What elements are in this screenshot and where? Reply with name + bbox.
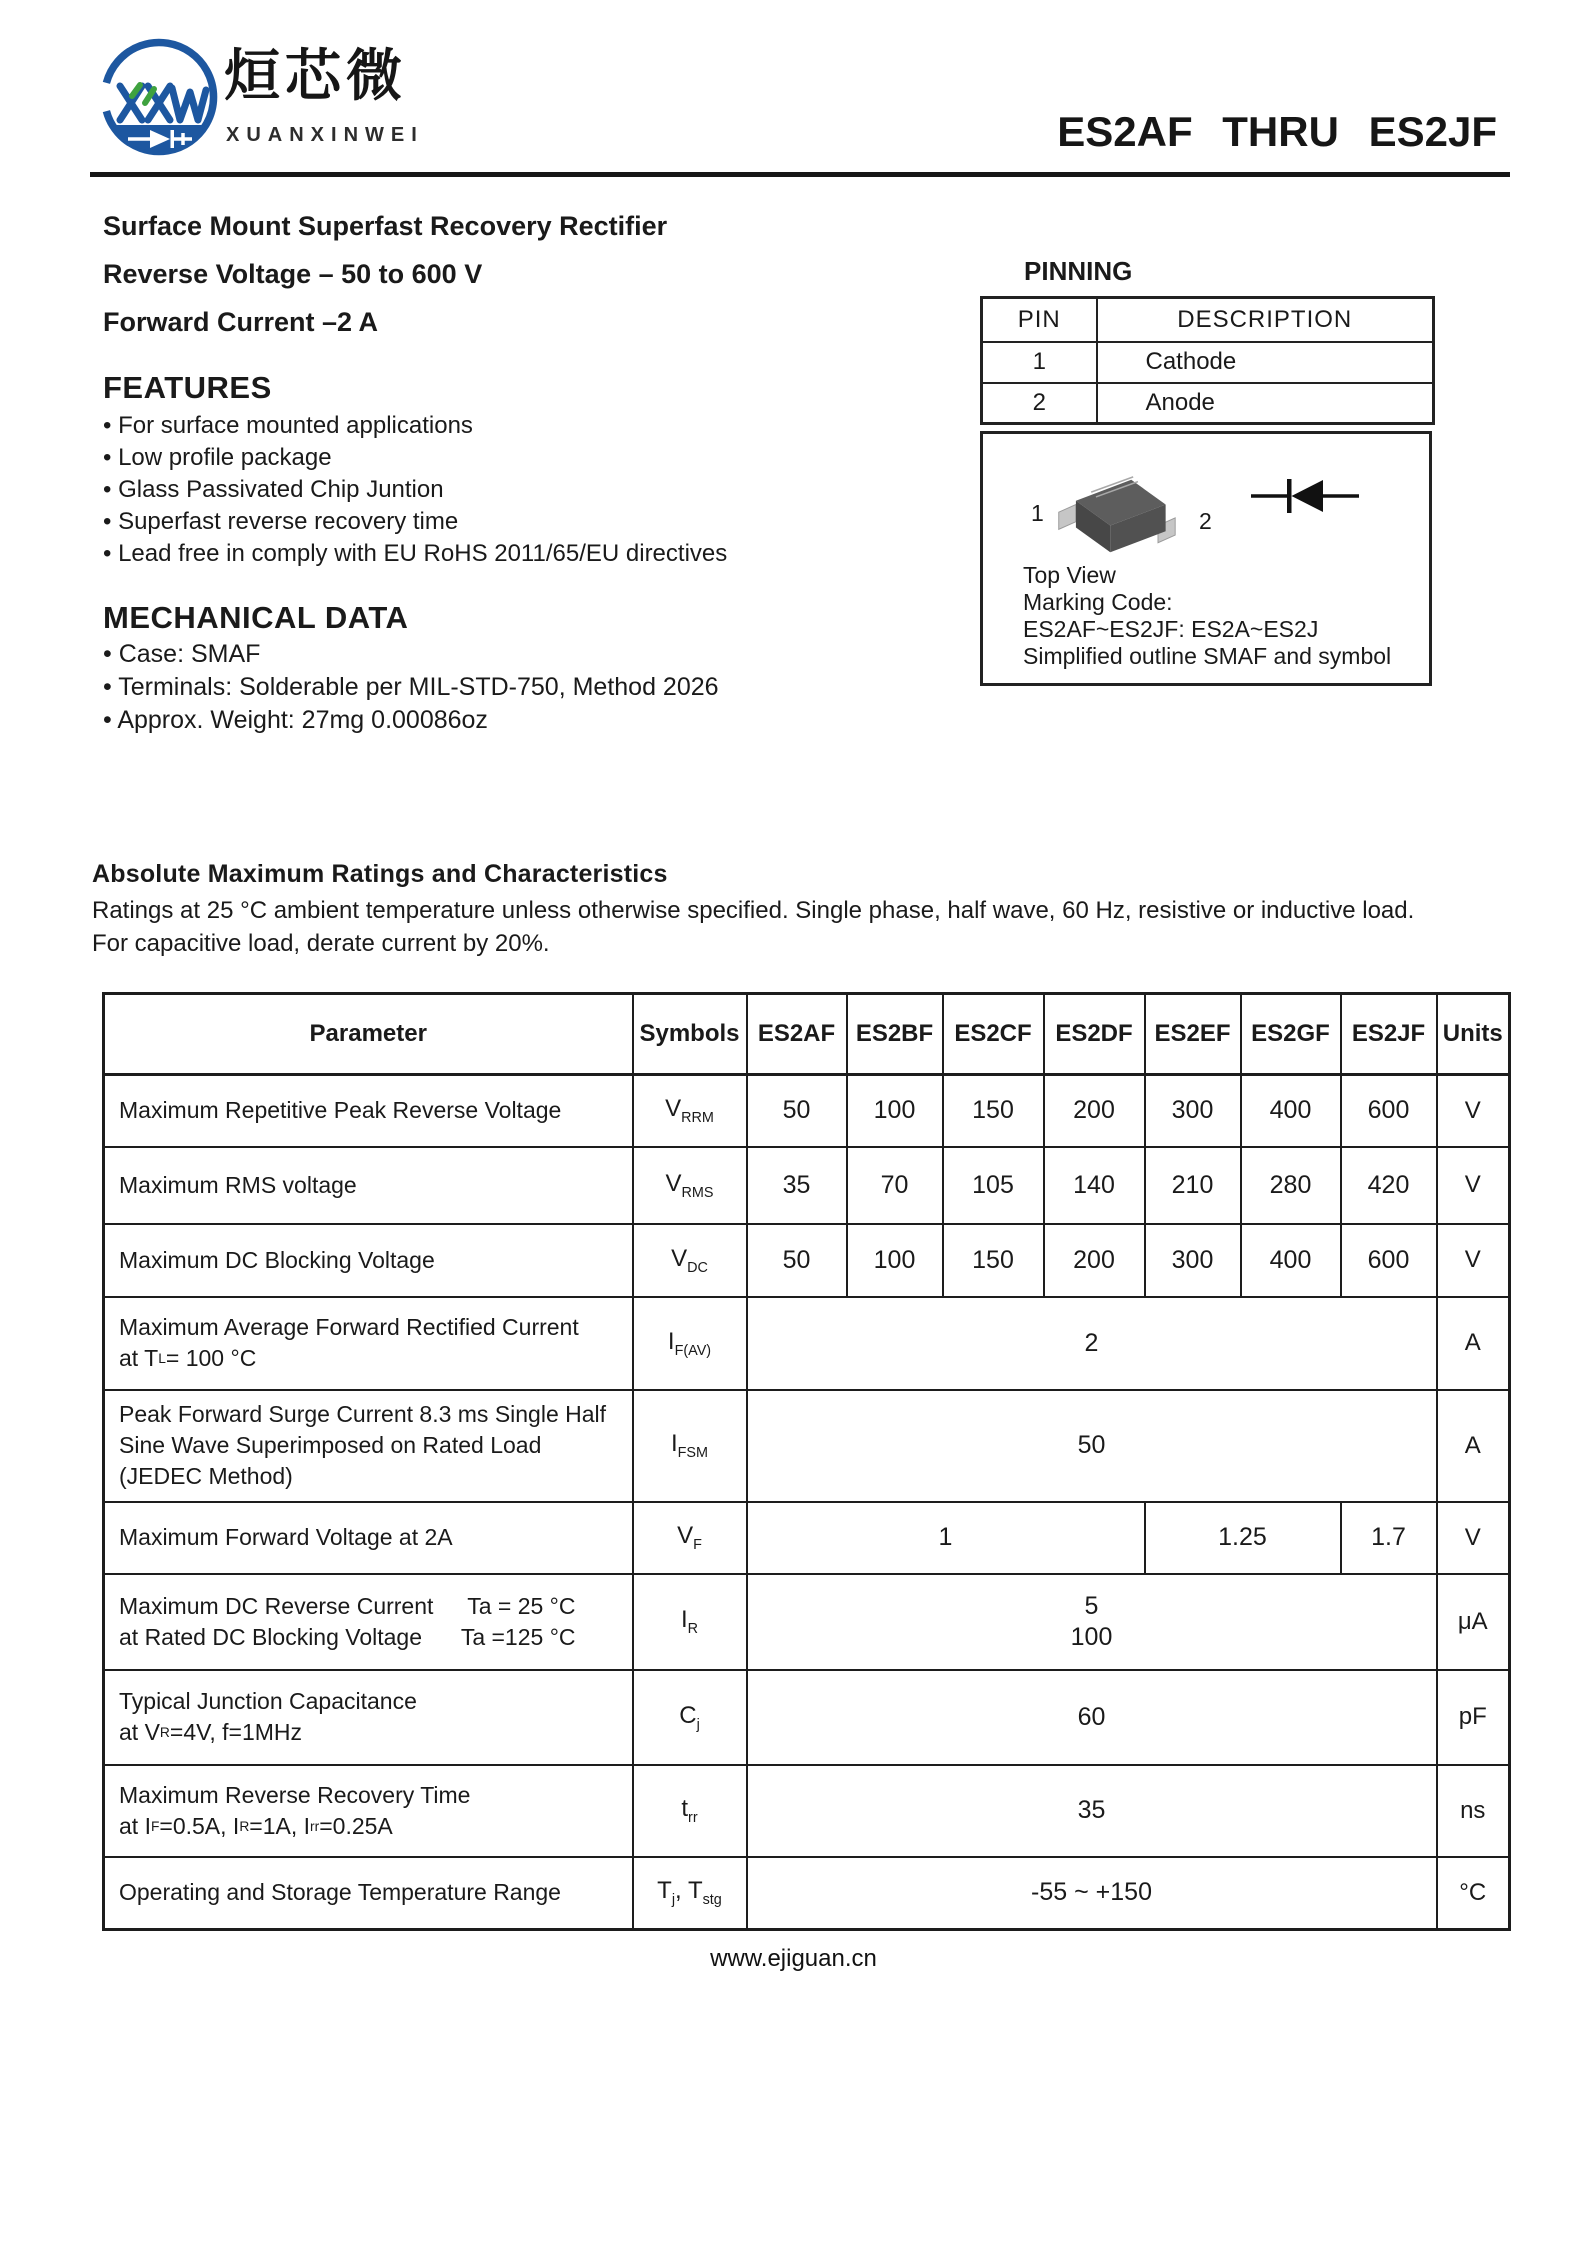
package-caption-line: Marking Code: [1023,589,1173,615]
parameter-cell: Maximum Forward Voltage at 2A [104,1502,633,1574]
ratings-col-header: Parameter [104,994,633,1075]
parameter-cell: Maximum DC Blocking Voltage [104,1224,633,1297]
value-cell: 1.7 [1341,1502,1437,1574]
ratings-row [104,1075,1510,1147]
unit-cell: μA [1437,1574,1510,1670]
parameter-cell: Maximum RMS voltage [104,1147,633,1224]
parameter-cell: Maximum Reverse Recovery Time at I F =0.5A, I R =1A, I rr =0.25A [104,1765,633,1857]
value-cell: 100 [847,1075,943,1147]
value-cell: 5 100 [747,1574,1437,1670]
value-cell: 50 [747,1075,847,1147]
unit-cell: V [1437,1147,1510,1224]
pinning-heading: PINNING [1024,256,1133,286]
symbol-cell: $C_j$ [633,1670,747,1765]
value-cell: 150 [943,1224,1044,1297]
value-cell: 300 [1145,1075,1241,1147]
summary-line: Surface Mount Superfast Recovery Rectifier [103,211,668,241]
unit-cell: V [1437,1502,1510,1574]
symbol-cell: $I_R$ [633,1574,747,1670]
pin-col-header: DESCRIPTION [1097,298,1434,342]
symbol-cell: $t_{rr}$ [633,1765,747,1857]
value-cell: 300 [1145,1224,1241,1297]
value-cell: 400 [1241,1075,1341,1147]
value-cell: 2 [747,1297,1437,1390]
value-cell: 100 [847,1224,943,1297]
ratings-row [104,1224,1510,1297]
product-summary [103,202,667,346]
value-cell: 60 [747,1670,1437,1765]
package-outline-box [980,431,1432,686]
ratings-col-header: ES2GF [1241,994,1341,1075]
feature-item: • For surface mounted applications [103,410,727,442]
footer-website: www.ejiguan.cn [710,1945,877,1972]
value-cell: 280 [1241,1147,1341,1224]
value-cell: 150 [943,1075,1044,1147]
summary-line: Forward Current –2 A [103,307,379,337]
value-cell: 600 [1341,1075,1437,1147]
mechanical-item: • Terminals: Solderable per MIL-STD-750, Method 2026 [103,671,719,704]
value-cell: 600 [1341,1224,1437,1297]
symbol-cell: $V_F$ [633,1502,747,1574]
parameter-cell: Maximum DC Reverse Current Ta = 25 °C at Rated DC Blocking Voltage Ta =125 °C [104,1574,633,1670]
ratings-row [104,1297,1510,1390]
symbol-cell: $T_j$, $T_{stg}$ [633,1857,747,1930]
features-list [103,410,727,570]
mechanical-item: • Approx. Weight: 27mg 0.00086oz [103,704,719,737]
ratings-row [104,1502,1510,1574]
value-cell: 200 [1044,1075,1145,1147]
ratings-col-header: ES2JF [1341,994,1437,1075]
unit-cell: ns [1437,1765,1510,1857]
value-cell: 200 [1044,1224,1145,1297]
ratings-row [104,1670,1510,1765]
ratings-note-line: For capacitive load, derate current by 20%. [92,930,550,957]
value-cell: 50 [747,1390,1437,1502]
parameter-cell: Operating and Storage Temperature Range [104,1857,633,1930]
pin-description-cell: Anode [1097,383,1434,424]
value-cell: 70 [847,1147,943,1224]
pin-col-header: PIN [982,298,1097,342]
ratings-col-header: ES2CF [943,994,1044,1075]
feature-item: • Superfast reverse recovery time [103,506,727,538]
ratings-col-header: Units [1437,994,1510,1075]
symbol-cell: $I_{F(AV)}$ [633,1297,747,1390]
value-cell: 210 [1145,1147,1241,1224]
company-logo-icon [98,36,220,158]
value-cell: 1.25 [1145,1502,1341,1574]
ratings-note-line: Ratings at 25 °C ambient temperature unless otherwise specified. Single phase, half wave, 60 Hz, resistive or inductive load. [92,897,1415,924]
part-range-title: ES2AF THRU ES2JF [1057,108,1497,155]
ratings-notes [92,894,1522,960]
pin2-label: 2 [1199,508,1212,534]
package-caption-line: Top View [1023,562,1116,588]
value-cell: 35 [747,1765,1437,1857]
mechanical-heading: MECHANICAL DATA [103,600,409,635]
ratings-col-header: ES2EF [1145,994,1241,1075]
value-cell: 1 [747,1502,1145,1574]
pin1-label: 1 [1031,500,1044,526]
parameter-cell: Maximum Average Forward Rectified Current at T L = 100 °C [104,1297,633,1390]
ratings-col-header: ES2AF [747,994,847,1075]
ratings-col-header: ES2DF [1044,994,1145,1075]
unit-cell: V [1437,1075,1510,1147]
feature-item: • Glass Passivated Chip Juntion [103,474,727,506]
mechanical-list [103,638,719,737]
value-cell: 140 [1044,1147,1145,1224]
brand-name-english: XUANXINWEI [226,124,424,146]
package-caption [1023,562,1391,670]
value-cell: 105 [943,1147,1044,1224]
pinning-row [982,383,1434,424]
unit-cell: A [1437,1390,1510,1502]
ratings-col-header: ES2BF [847,994,943,1075]
package-caption-line: Simplified outline SMAF and symbol [1023,643,1392,669]
symbol-cell: $V_{RRM}$ [633,1075,747,1147]
ratings-heading: Absolute Maximum Ratings and Characteristics [92,860,668,888]
value-cell: 35 [747,1147,847,1224]
feature-item: • Lead free in comply with EU RoHS 2011/65/EU directives [103,538,727,570]
value-cell: 400 [1241,1224,1341,1297]
ratings-row [104,1574,1510,1670]
value-cell: 50 [747,1224,847,1297]
pin-number-cell: 1 [982,342,1097,383]
parameter-cell: Maximum Repetitive Peak Reverse Voltage [104,1075,633,1147]
unit-cell: °C [1437,1857,1510,1930]
pinning-table [980,296,1435,425]
pinning-row [982,342,1434,383]
value-cell: -55 ~ +150 [747,1857,1437,1930]
pin-number-cell: 2 [982,383,1097,424]
brand-name-chinese: 烜芯微 [224,44,407,109]
pin-description-cell: Cathode [1097,342,1434,383]
package-caption-line: ES2AF~ES2JF: ES2A~ES2J [1023,616,1319,642]
ratings-row [104,1147,1510,1224]
ratings-table [102,992,1511,1931]
value-cell: 420 [1341,1147,1437,1224]
ratings-row [104,1857,1510,1930]
unit-cell: V [1437,1224,1510,1297]
features-heading: FEATURES [103,370,272,405]
parameter-cell: Peak Forward Surge Current 8.3 ms Single Half Sine Wave Superimposed on Rated Load (JEDEC Method) [104,1390,633,1502]
header-rule [90,172,1510,177]
feature-item: • Low profile package [103,442,727,474]
ratings-row [104,1390,1510,1502]
ratings-col-header: Symbols [633,994,747,1075]
smaf-package-icon [1053,466,1179,566]
symbol-cell: $I_{FSM}$ [633,1390,747,1502]
parameter-cell: Typical Junction Capacitance at V R =4V, f=1MHz [104,1670,633,1765]
diode-symbol-icon [1251,476,1359,516]
unit-cell: A [1437,1297,1510,1390]
summary-line: Reverse Voltage – 50 to 600 V [103,259,483,289]
symbol-cell: $V_{DC}$ [633,1224,747,1297]
unit-cell: pF [1437,1670,1510,1765]
symbol-cell: $V_{RMS}$ [633,1147,747,1224]
ratings-row [104,1765,1510,1857]
mechanical-item: • Case: SMAF [103,638,719,671]
